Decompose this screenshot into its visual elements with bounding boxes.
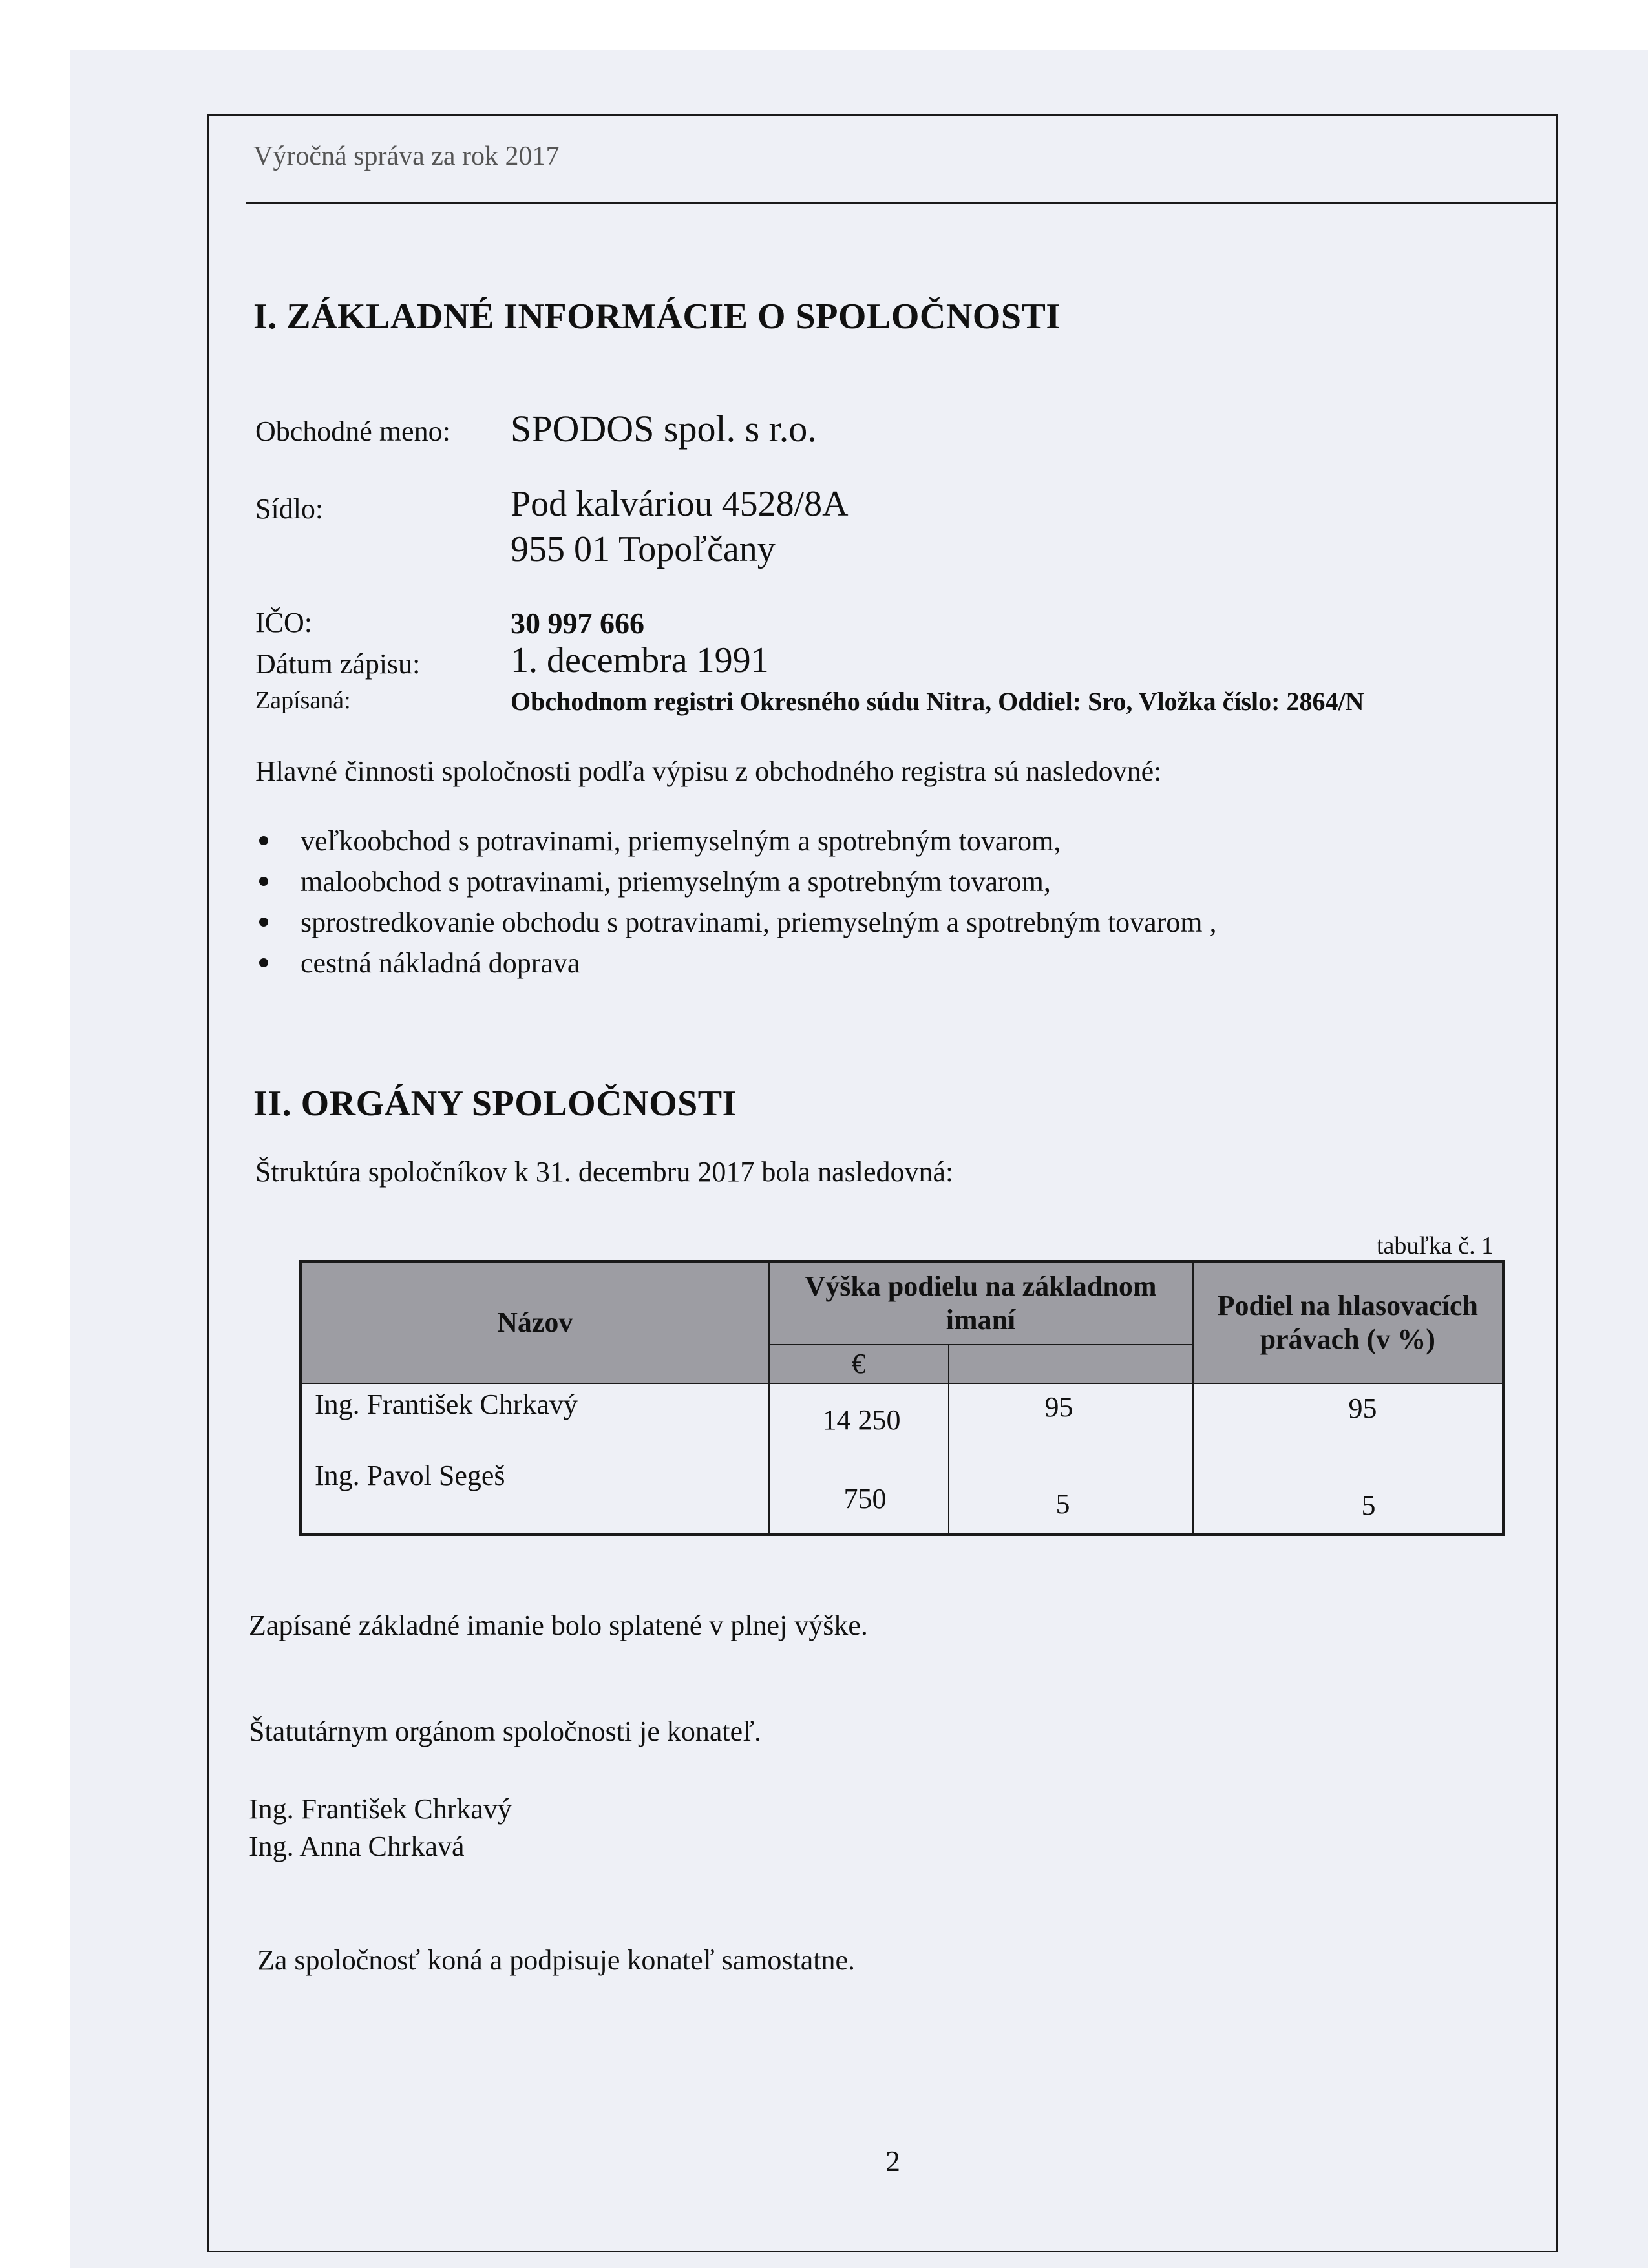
seat-line1: Pod kalváriou 4528/8A bbox=[511, 484, 849, 524]
report-header: Výročná správa za rok 2017 bbox=[253, 142, 560, 171]
share-amount: 750 bbox=[843, 1482, 887, 1515]
list-item: cestná nákladná doprava bbox=[255, 943, 1217, 983]
seat-label: Sídlo: bbox=[255, 493, 324, 525]
currency-header: € bbox=[769, 1345, 949, 1383]
table-row bbox=[301, 1383, 1504, 1459]
activities-list bbox=[255, 821, 1217, 983]
executive-name: Ing. František Chrkavý bbox=[249, 1793, 512, 1825]
list-item: sprostredkovanie obchodu s potravinami, priemyselným a spotrebným tovarom , bbox=[255, 902, 1217, 943]
business-name-value: SPODOS spol. s r.o. bbox=[511, 408, 817, 450]
shareholders-table bbox=[299, 1260, 1505, 1536]
table-row bbox=[301, 1459, 1504, 1535]
shareholder-name: Ing. František Chrkavý bbox=[315, 1388, 578, 1420]
executive-name: Ing. Anna Chrkavá bbox=[249, 1831, 465, 1862]
registered-label: Zapísaná: bbox=[255, 687, 351, 714]
activities-intro: Hlavné činnosti spoločnosti podľa výpisu z obchodného registra sú nasledovné: bbox=[255, 755, 1162, 787]
registration-date-value: 1. decembra 1991 bbox=[511, 640, 769, 680]
bullet-icon bbox=[259, 836, 268, 845]
ico-label: IČO: bbox=[255, 607, 312, 638]
registered-value: Obchodnom registri Okresného súdu Nitra, Oddiel: Sro, Vložka číslo: 2864/N bbox=[511, 687, 1364, 716]
page-number: 2 bbox=[885, 2145, 900, 2178]
share-amount: 14 250 bbox=[822, 1403, 901, 1436]
bullet-icon bbox=[259, 918, 268, 927]
bullet-icon bbox=[259, 958, 268, 967]
list-item: veľkoobchod s potravinami, priemyselným a spotrebným tovarom, bbox=[255, 821, 1217, 861]
header-divider bbox=[246, 202, 1558, 204]
ico-value: 30 997 666 bbox=[511, 607, 644, 640]
registration-date-label: Dátum zápisu: bbox=[255, 648, 421, 680]
statutory-note: Štatutárnym orgánom spoločnosti je konateľ. bbox=[249, 1716, 762, 1747]
structure-intro: Štruktúra spoločníkov k 31. decembru 2017 bola nasledovná: bbox=[255, 1156, 954, 1188]
currency-header-blank bbox=[949, 1345, 1193, 1383]
capital-note: Zapísané základné imanie bolo splatené v plnej výške. bbox=[249, 1610, 868, 1641]
table-caption: tabuľka č. 1 bbox=[1377, 1232, 1494, 1259]
list-item: maloobchod s potravinami, priemyselným a spotrebným tovarom, bbox=[255, 861, 1217, 902]
section-heading-basic-info: I. ZÁKLADNÉ INFORMÁCIE O SPOLOČNOSTI bbox=[253, 297, 1061, 337]
share-percent: 95 bbox=[1044, 1391, 1073, 1423]
shareholder-name: Ing. Pavol Segeš bbox=[315, 1459, 505, 1491]
section-heading-bodies: II. ORGÁNY SPOLOČNOSTI bbox=[253, 1084, 737, 1124]
column-header-share: Výška podielu na základnom imaní bbox=[769, 1262, 1193, 1345]
vote-percent: 95 bbox=[1348, 1392, 1377, 1424]
seat-line2: 955 01 Topoľčany bbox=[511, 529, 776, 569]
column-header-name: Názov bbox=[301, 1262, 769, 1383]
column-header-vote: Podiel na hlasovacích právach (v %) bbox=[1193, 1262, 1504, 1383]
business-name-label: Obchodné meno: bbox=[255, 415, 450, 447]
bullet-icon bbox=[259, 877, 268, 886]
signing-note: Za spoločnosť koná a podpisuje konateľ samostatne. bbox=[257, 1944, 856, 1976]
vote-percent: 5 bbox=[1361, 1489, 1376, 1521]
share-percent: 5 bbox=[1055, 1487, 1070, 1520]
